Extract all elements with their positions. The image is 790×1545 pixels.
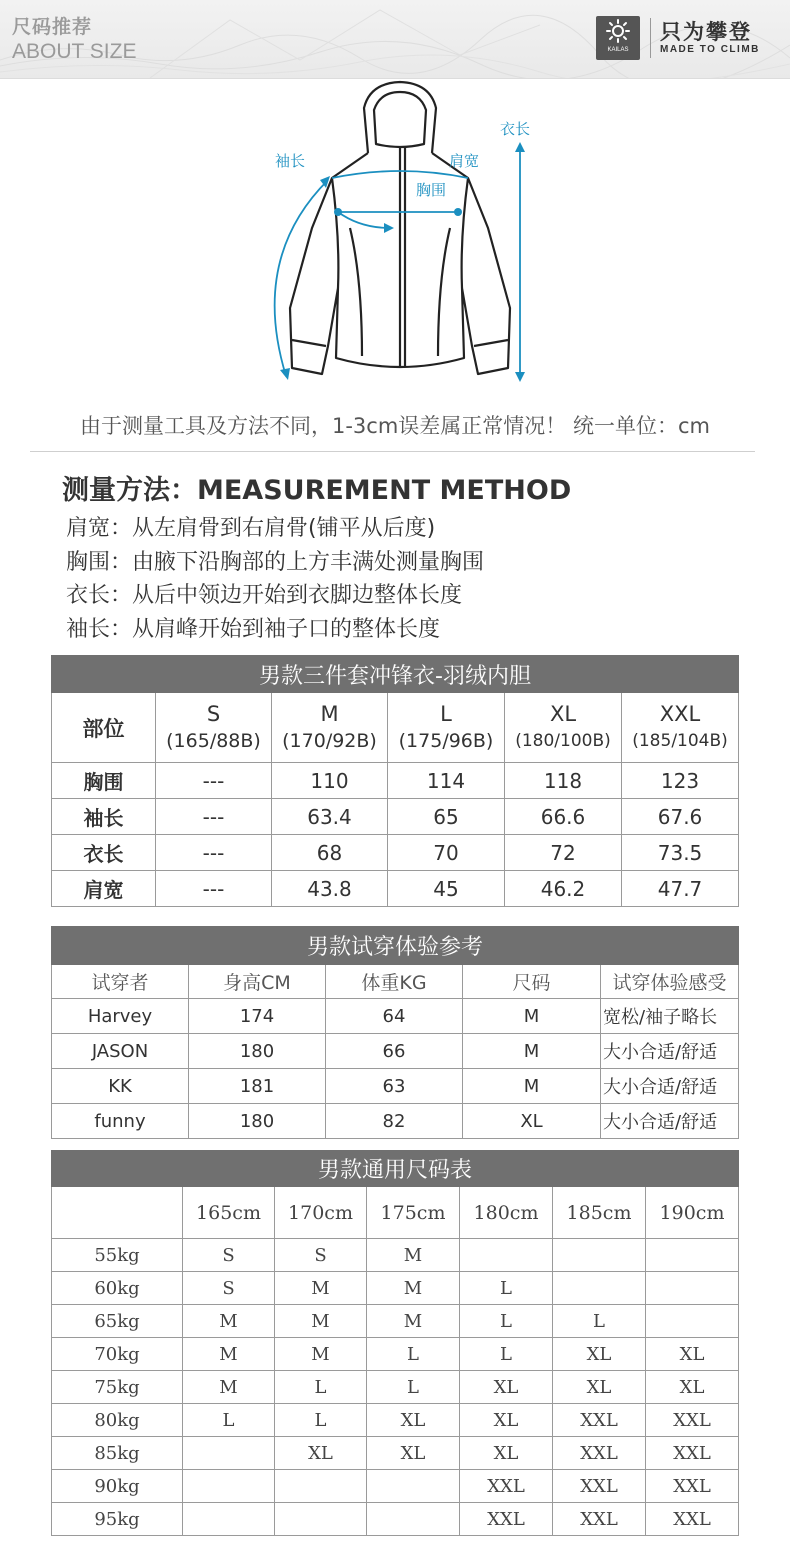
table-row (52, 763, 739, 799)
table-cell: XL (460, 1437, 553, 1470)
table-cell: L (553, 1305, 646, 1338)
table-cell: XL (646, 1371, 739, 1404)
table-cell: --- (156, 763, 272, 799)
jacket-measurement-diagram (250, 78, 560, 398)
table-cell: 70 (388, 835, 505, 871)
table-cell (646, 1272, 739, 1305)
col-header: 尺码 (463, 965, 601, 999)
table-cell: XXL (553, 1470, 646, 1503)
size-col-xl: XL (180/100B) (505, 693, 622, 763)
general-title: 男款通用尺码表 (52, 1151, 739, 1187)
label-length: 衣长 (500, 120, 531, 138)
trial-title: 男款试穿体验参考 (52, 927, 739, 965)
table-row (52, 871, 739, 907)
weight-label: 75kg (52, 1371, 183, 1404)
table-cell: XXL (646, 1404, 739, 1437)
table-cell: 47.7 (622, 871, 739, 907)
height-header: 175cm (367, 1187, 460, 1239)
method-list (66, 512, 484, 646)
table-cell: 118 (505, 763, 622, 799)
table-cell: XL (275, 1437, 367, 1470)
size-spec-title: 男款三件套冲锋衣-羽绒内胆 (52, 656, 739, 693)
table-cell: 181 (189, 1069, 326, 1104)
table-cell: 46.2 (505, 871, 622, 907)
brand-slogan-en: MADE TO CLIMB (660, 44, 760, 55)
table-cell: L (275, 1371, 367, 1404)
table-cell: 114 (388, 763, 505, 799)
table-cell: L (275, 1404, 367, 1437)
table-cell (367, 1470, 460, 1503)
table-row (52, 1338, 739, 1371)
table-row (52, 1404, 739, 1437)
row-label: 袖长 (52, 799, 156, 835)
label-chest: 胸围 (416, 181, 447, 199)
table-cell: --- (156, 799, 272, 835)
table-cell: 43.8 (272, 871, 388, 907)
method-item-length: 衣长：从后中领边开始到衣脚边整体长度 (66, 583, 463, 608)
table-cell: M (183, 1305, 275, 1338)
table-cell: L (460, 1272, 553, 1305)
table-cell: S (275, 1239, 367, 1272)
method-item-sleeve: 袖长：从肩峰开始到袖子口的整体长度 (66, 616, 441, 642)
table-cell: M (367, 1305, 460, 1338)
table-cell: XL (460, 1371, 553, 1404)
table-cell: 宽松/袖子略长 (601, 999, 739, 1034)
table-cell: L (367, 1338, 460, 1371)
method-item-shoulder: 肩宽：从左肩骨到右肩骨(铺平从后度) (66, 516, 436, 541)
weight-label: 65kg (52, 1305, 183, 1338)
general-size-table (51, 1150, 739, 1536)
height-header: 185cm (553, 1187, 646, 1239)
table-cell: 180 (189, 1034, 326, 1069)
size-spec-corner: 部位 (52, 693, 156, 763)
label-sleeve: 袖长 (275, 152, 306, 170)
table-cell (183, 1470, 275, 1503)
logo-divider (650, 18, 651, 58)
table-cell: 180 (189, 1104, 326, 1139)
height-header: 165cm (183, 1187, 275, 1239)
table-cell: XXL (460, 1470, 553, 1503)
measurement-note: 由于测量工具及方法不同，1-3cm误差属正常情况！ 统一单位：cm (80, 414, 710, 438)
page-header (0, 0, 790, 79)
table-row (52, 1305, 739, 1338)
row-label: 衣长 (52, 835, 156, 871)
table-cell: XXL (553, 1437, 646, 1470)
table-cell: M (275, 1272, 367, 1305)
table-cell: S (183, 1239, 275, 1272)
table-cell (183, 1503, 275, 1536)
table-cell: L (183, 1404, 275, 1437)
size-col-m: M (170/92B) (272, 693, 388, 763)
table-cell: L (460, 1338, 553, 1371)
table-cell: 63.4 (272, 799, 388, 835)
table-cell: 68 (272, 835, 388, 871)
table-cell: 73.5 (622, 835, 739, 871)
weight-label: 70kg (52, 1338, 183, 1371)
weight-label: 80kg (52, 1404, 183, 1437)
table-cell: XXL (553, 1503, 646, 1536)
table-cell: 大小合适/舒适 (601, 1069, 739, 1104)
table-cell: 82 (326, 1104, 463, 1139)
brand-name: KAILAS (607, 47, 629, 53)
brand-logo (596, 16, 640, 60)
table-cell (646, 1305, 739, 1338)
table-cell: XXL (553, 1404, 646, 1437)
sun-icon (596, 16, 640, 46)
table-cell: L (460, 1305, 553, 1338)
table-row (52, 1470, 739, 1503)
table-row (52, 1371, 739, 1404)
table-cell: 64 (326, 999, 463, 1034)
table-cell: XXL (646, 1470, 739, 1503)
table-cell: 大小合适/舒适 (601, 1104, 739, 1139)
table-cell: S (183, 1272, 275, 1305)
table-cell: 174 (189, 999, 326, 1034)
table-cell: KK (52, 1069, 189, 1104)
height-header: 190cm (646, 1187, 739, 1239)
table-row (52, 1034, 739, 1069)
trial-experience-table (51, 926, 739, 1139)
table-cell (275, 1503, 367, 1536)
table-cell (275, 1470, 367, 1503)
table-cell: M (463, 999, 601, 1034)
table-cell: M (183, 1371, 275, 1404)
weight-label: 85kg (52, 1437, 183, 1470)
table-cell: 66 (326, 1034, 463, 1069)
table-cell: 大小合适/舒适 (601, 1034, 739, 1069)
table-cell: 66.6 (505, 799, 622, 835)
table-cell: XL (460, 1404, 553, 1437)
row-label: 肩宽 (52, 871, 156, 907)
table-row (52, 1104, 739, 1139)
header-title-en: ABOUT SIZE (12, 40, 137, 63)
table-cell: XXL (460, 1503, 553, 1536)
height-header: 180cm (460, 1187, 553, 1239)
table-cell: M (367, 1272, 460, 1305)
table-cell: --- (156, 835, 272, 871)
table-cell: XXL (646, 1437, 739, 1470)
table-cell (553, 1272, 646, 1305)
table-cell: --- (156, 871, 272, 907)
corner-cell (52, 1187, 183, 1239)
table-row (52, 999, 739, 1034)
table-row (52, 1272, 739, 1305)
table-cell: 72 (505, 835, 622, 871)
brand-slogan-cn: 只为攀登 (660, 20, 752, 44)
height-header: 170cm (275, 1187, 367, 1239)
table-cell: XL (463, 1104, 601, 1139)
table-row (52, 1239, 739, 1272)
table-row (52, 1503, 739, 1536)
table-cell: XL (553, 1371, 646, 1404)
col-header: 身高CM (189, 965, 326, 999)
table-cell: JASON (52, 1034, 189, 1069)
size-spec-table (51, 655, 739, 907)
table-cell: XL (367, 1404, 460, 1437)
size-col-l: L (175/96B) (388, 693, 505, 763)
table-row (52, 1437, 739, 1470)
table-cell (367, 1503, 460, 1536)
table-cell: 123 (622, 763, 739, 799)
table-cell: M (463, 1034, 601, 1069)
table-row (52, 835, 739, 871)
table-cell: M (367, 1239, 460, 1272)
table-cell: 110 (272, 763, 388, 799)
table-cell: 45 (388, 871, 505, 907)
weight-label: 95kg (52, 1503, 183, 1536)
table-row (52, 1069, 739, 1104)
weight-label: 55kg (52, 1239, 183, 1272)
table-cell: L (367, 1371, 460, 1404)
table-cell: M (275, 1338, 367, 1371)
size-col-xxl: XXL (185/104B) (622, 693, 739, 763)
table-cell: Harvey (52, 999, 189, 1034)
table-cell (183, 1437, 275, 1470)
col-header: 试穿体验感受 (601, 965, 739, 999)
divider (30, 451, 755, 452)
label-shoulder: 肩宽 (449, 152, 480, 170)
table-cell: XXL (646, 1503, 739, 1536)
table-cell (646, 1239, 739, 1272)
table-cell: M (275, 1305, 367, 1338)
table-cell: M (183, 1338, 275, 1371)
table-cell: M (463, 1069, 601, 1104)
weight-label: 90kg (52, 1470, 183, 1503)
table-cell (553, 1239, 646, 1272)
size-col-s: S (165/88B) (156, 693, 272, 763)
table-cell: funny (52, 1104, 189, 1139)
method-title: 测量方法：MEASUREMENT METHOD (62, 475, 572, 506)
table-cell: XL (553, 1338, 646, 1371)
method-item-chest: 胸围：由腋下沿胸部的上方丰满处测量胸围 (66, 549, 485, 575)
col-header: 试穿者 (52, 965, 189, 999)
table-cell (460, 1239, 553, 1272)
table-cell: 63 (326, 1069, 463, 1104)
table-cell: 65 (388, 799, 505, 835)
table-cell: XL (367, 1437, 460, 1470)
row-label: 胸围 (52, 763, 156, 799)
col-header: 体重KG (326, 965, 463, 999)
table-cell: XL (646, 1338, 739, 1371)
table-cell: 67.6 (622, 799, 739, 835)
table-row (52, 799, 739, 835)
header-title-cn: 尺码推荐 (12, 16, 93, 38)
weight-label: 60kg (52, 1272, 183, 1305)
